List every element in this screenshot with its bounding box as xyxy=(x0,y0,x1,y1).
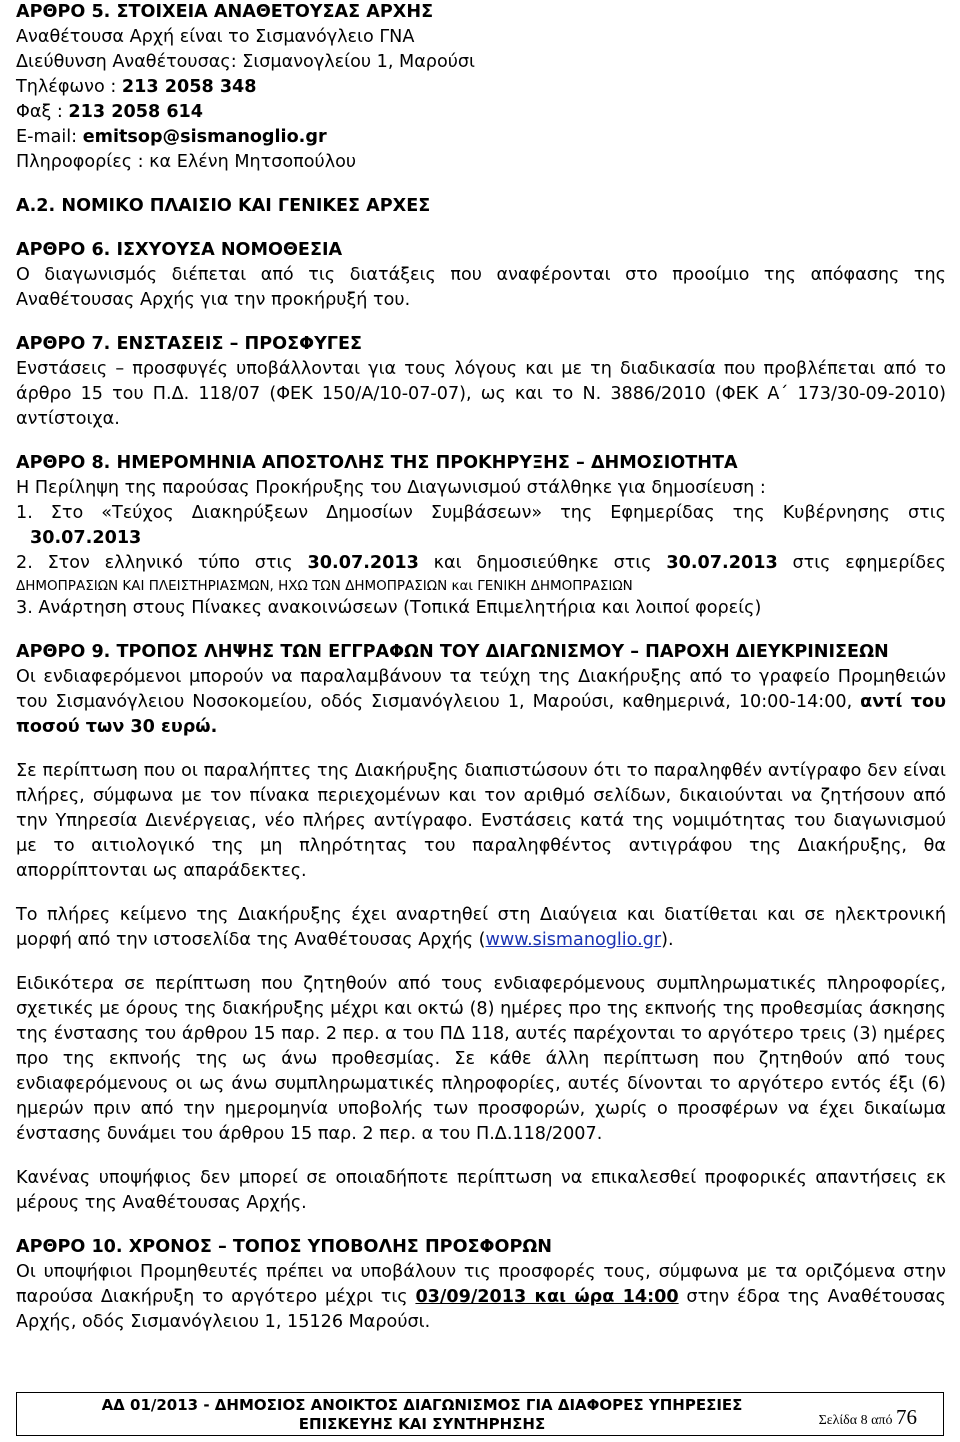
article-9-para-1 xyxy=(16,665,946,740)
page-footer xyxy=(16,1392,944,1436)
phone-label: Τηλέφωνο : xyxy=(16,77,122,97)
website-link[interactable]: www.sismanoglio.gr xyxy=(485,930,662,950)
contact-phone xyxy=(16,75,946,100)
article-8-item-1: 1. Στο «Τεύχος Διακηρύξεων Δημοσίων Συμβάσεων» της Εφημερίδας της Κυβέρνησης στις xyxy=(16,503,946,523)
contact-fax xyxy=(16,100,946,125)
article-10-text-a: Οι υποψήφιοι Προμηθευτές πρέπει να υποβάλουν τις προσφορές τους, σύμφωνα με τα οριζόμενα στην παρούσα Διακήρυξη το αργότερο μέχρι τις xyxy=(16,1262,946,1307)
item-2-text-c: στις εφημερίδες xyxy=(777,553,946,573)
footer-title-line-1: ΑΔ 01/2013 - ΔΗΜΟΣΙΟΣ ΑΝΟΙΚΤΟΣ ΔΙΑΓΩΝΙΣΜΟΣ ΓΙΑ ΔΙΑΦΟΡΕΣ ΥΠΗΡΕΣΙΕΣ xyxy=(101,1396,743,1414)
article-8-heading: ΑΡΘΡΟ 8. ΗΜΕΡΟΜΗΝΙΑ ΑΠΟΣΤΟΛΗΣ ΤΗΣ ΠΡΟΚΗΡΥΞΗΣ – ΔΗΜΟΣΙΟΤΗΤΑ xyxy=(16,453,738,473)
phone-value: 213 2058 348 xyxy=(121,77,257,97)
contact-email xyxy=(16,125,946,150)
contact-info: Πληροφορίες : κα Ελένη Μητσοπούλου xyxy=(16,152,357,172)
article-6-heading: ΑΡΘΡΟ 6. ΙΣΧΥΟΥΣΑ ΝΟΜΟΘΕΣΙΑ xyxy=(16,240,343,260)
para-1-price: αντί του ποσού των 30 ευρώ. xyxy=(16,692,946,737)
footer-title-line-2: ΕΠΙΣΚΕΥΗΣ ΚΑΙ ΣΥΝΤΗΡΗΣΗΣ xyxy=(298,1415,546,1433)
section-a2-heading: Α.2. ΝΟΜΙΚΟ ΠΛΑΙΣΙΟ ΚΑΙ ΓΕΝΙΚΕΣ ΑΡΧΕΣ xyxy=(16,196,431,216)
para-3-end: ). xyxy=(661,930,674,950)
article-7-text: Ενστάσεις – προσφυγές υποβάλλονται για τους λόγους και με τη διαδικασία που προβλέπεται από το άρθρο 15 του Π.Δ. 118/07 (ΦΕΚ 150/Α/10-07-07), ως και το Ν. 3886/2010 (ΦΕΚ Α΄ 173/30-09-2010) αντίστοιχα. xyxy=(16,359,946,429)
article-7-heading: ΑΡΘΡΟ 7. ΕΝΣΤΑΣΕΙΣ – ΠΡΟΣΦΥΓΕΣ xyxy=(16,334,363,354)
contact-address: Διεύθυνση Αναθέτουσας: Σισμανογλείου 1, Μαρούσι xyxy=(16,52,476,72)
article-9-heading: ΑΡΘΡΟ 9. ΤΡΟΠΟΣ ΛΗΨΗΣ ΤΩΝ ΕΓΓΡΑΦΩΝ ΤΟΥ ΔΙΑΓΩΝΙΣΜΟΥ – ΠΑΡΟΧΗ ΔΙΕΥΚΡΙΝΙΣΕΩΝ xyxy=(16,642,889,662)
item-2-text-b: και δημοσιεύθηκε στις xyxy=(418,553,667,573)
email-label: E-mail: xyxy=(16,127,83,147)
fax-value: 213 2058 614 xyxy=(68,102,204,122)
article-10-heading: ΑΡΘΡΟ 10. ΧΡΟΝΟΣ – ΤΟΠΟΣ ΥΠΟΒΟΛΗΣ ΠΡΟΣΦΟΡΩΝ xyxy=(16,1237,553,1257)
document-page xyxy=(16,0,946,1335)
page-prefix: Σελίδα 8 από xyxy=(818,1413,896,1428)
para-3-text: Το πλήρες κείμενο της Διακήρυξης έχει αναρτηθεί στη Διαύγεια και διατίθεται και σε ηλεκτρονική μορφή από την ιστοσελίδα της Αναθέτουσας Αρχής ( xyxy=(16,905,946,950)
email-value: emitsop@sismanoglio.gr xyxy=(82,127,327,147)
article-8-item-2 xyxy=(16,551,946,576)
fax-label: Φαξ : xyxy=(16,102,69,122)
article-9-para-2: Σε περίπτωση που οι παραλήπτες της Διακήρυξης διαπιστώσουν ότι το παραληφθέν αντίγραφο δεν είναι πλήρες, σύμφωνα με τον πίνακα περιεχομένων και τον αριθμό σελίδων, δικαιούνται να ζητήσουν από την Υπηρεσία Διενέργειας, νέο πλήρες αντίγραφο. Ενστάσεις κατά της νομιμότητας του διαγωνισμού με το αιτιολογικό της μη πληρότητας του παραληφθέντος αντιγράφου της Διακήρυξης, θα απορρίπτονται ως απαράδεκτες. xyxy=(16,761,946,881)
contact-authority: Αναθέτουσα Αρχή είναι το Σισμανόγλειο ΓΝΑ xyxy=(16,27,415,47)
article-9-para-4: Ειδικότερα σε περίπτωση που ζητηθούν από τους ενδιαφερόμενους συμπληρωματικές πληροφορίες, σχετικές με όρους της διακήρυξης μέχρι και οκτώ (8) ημέρες προ της εκπνοής της προθεσμίας άσκησης της ένστασης του άρθρου 15 παρ. 2 περ. α του ΠΔ 118, αυτές παρέχονται το αργότερο τρεις (3) ημέρες προ της εκπνοής της ως άνω προθεσμίας. Σε κάθε άλλη περίπτωση που ζητηθούν από τους ενδιαφερόμενους οι ως άνω συμπληρωματικές πληροφορίες, αυτές δίνονται το αργότερο εντός έξι (6) ημερών πριν από την ημερομηνία υποβολής των προσφορών, χωρίς ο προσφέρων να έχει δικαίωμα ένστασης δυνάμει του άρθρου 15 παρ. 2 περ. α του Π.Δ.118/2007. xyxy=(16,974,946,1144)
article-5-heading: ΑΡΘΡΟ 5. ΣΤΟΙΧΕΙΑ ΑΝΑΘΕΤΟΥΣΑΣ ΑΡΧΗΣ xyxy=(16,2,434,22)
item-2-text-a: 2. Στον ελληνικό τύπο στις xyxy=(16,553,308,573)
footer-title xyxy=(77,1396,767,1434)
article-10-text xyxy=(16,1260,946,1335)
article-8-intro: Η Περίληψη της παρούσας Προκήρυξης του Διαγωνισμού στάλθηκε για δημοσίευση : xyxy=(16,478,766,498)
page-total: 76 xyxy=(896,1405,917,1429)
article-8-newspapers: ΔΗΜΟΠΡΑΣΙΩΝ ΚΑΙ ΠΛΕΙΣΤΗΡΙΑΣΜΩΝ, ΗΧΩ ΤΩΝ ΔΗΜΟΠΡΑΣΙΩΝ και ΓΕΝΙΚΗ ΔΗΜΟΠΡΑΣΙΩΝ xyxy=(16,578,633,594)
article-9-para-3 xyxy=(16,903,946,953)
article-10-text-b: στην έδρα της Αναθέτουσας Αρχής, οδός Σισμανόγλειου 1, 15126 Μαρούσι. xyxy=(16,1287,946,1332)
page-number xyxy=(819,1405,917,1430)
submission-deadline: 03/09/2013 και ώρα 14:00 xyxy=(415,1287,679,1307)
item-2-date-1: 30.07.2013 xyxy=(307,553,419,573)
item-2-date-2: 30.07.2013 xyxy=(666,553,778,573)
article-9-para-5: Κανένας υποψήφιος δεν μπορεί σε οποιαδήποτε περίπτωση να επικαλεσθεί προφορικές απαντήσεις εκ μέρους της Αναθέτουσας Αρχής. xyxy=(16,1168,946,1213)
article-6-text: Ο διαγωνισμός διέπεται από τις διατάξεις που αναφέρονται στο προοίμιο της απόφασης της Αναθέτουσας Αρχής για την προκήρυξή του. xyxy=(16,265,946,310)
article-8-item-1-date: 30.07.2013 xyxy=(30,528,142,548)
article-8-item-3: 3. Ανάρτηση στους Πίνακες ανακοινώσεων (Τοπικά Επιμελητήρια και λοιποί φορείς) xyxy=(16,598,762,618)
para-1-text: Οι ενδιαφερόμενοι μπορούν να παραλαμβάνουν τα τεύχη της Διακήρυξης από το γραφείο Προμηθειών του Σισμανόγλειου Νοσοκομείου, οδός Σισμανόγλειου 1, Μαρούσι, καθημερινά, 10:00-14:00, xyxy=(16,667,946,712)
